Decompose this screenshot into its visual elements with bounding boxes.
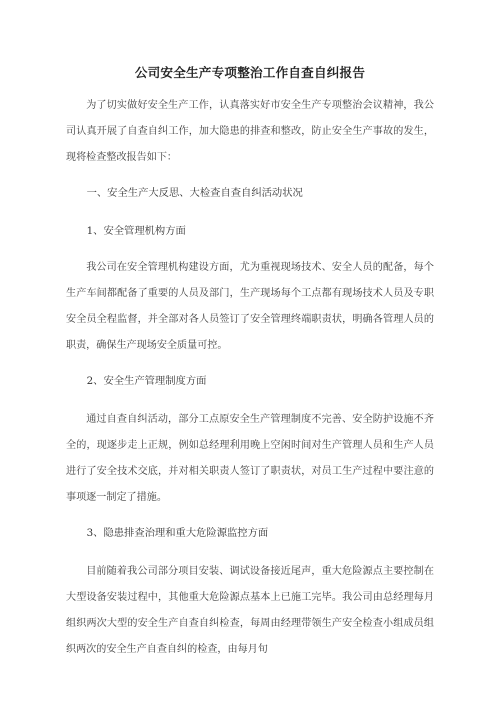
spacer [66, 203, 434, 221]
subsection-heading-1: 1、安全管理机构方面 [86, 225, 186, 237]
spacer [66, 391, 434, 407]
intro-paragraph: 为了切实做好安全生产工作，认真落实好市安全生产专项整治会议精神，我公司认真开展了自查自纠工作，加大隐患的排查和整改，防止安全生产事故的发生，现将检查整改报告如下： [66, 100, 434, 163]
spacer [66, 511, 434, 523]
spacer [66, 359, 434, 371]
spacer [66, 543, 434, 559]
subsection-body-2: 通过自查自纠活动，部分工点原安全生产管理制度不完善、安全防护设施不齐全的，现逐步走上正规，例如总经理利用晚上空闲时间对生产管理人员和生产人员进行了安全技术交底，并对相关职责人签订了职责状，对员工生产过程中要注意的事项逐一制定了措施。 [66, 414, 434, 503]
spacer [66, 171, 434, 183]
subsection-body-1: 我公司在安全管理机构建设方面，尤为重视现场技术、安全人员的配备，每个生产车间都配备了重要的人员及部门，生产现场每个工点都有现场技术人员及专职安全员全程监督，并全部对各人员签订了安全管理终端职责状，明确各管理人员的职责，确保生产现场安全质量可控。 [66, 262, 434, 351]
subsection-heading-2: 2、安全生产管理制度方面 [86, 375, 207, 387]
subsection-heading-3: 3、隐患排查治理和重大危险源监控方面 [86, 527, 269, 539]
subsection-body-3: 目前随着我公司部分项目安装、调试设备接近尾声，重大危险源点主要控制在大型设备安装过程中，其他重大危险源点基本上已施工完毕。我公司由总经理每月组织两次大型的安全生产自查自纠检查，每周由经理带领生产安全检查小组成员组织两次的安全生产自查自纠的检查，由每月旬 [66, 566, 434, 655]
spacer [66, 241, 434, 255]
section-heading: 一、安全生产大反思、大检查自查自纠活动状况 [86, 187, 303, 199]
document-title: 公司安全生产专项整治工作自查自纠报告 [134, 65, 366, 80]
